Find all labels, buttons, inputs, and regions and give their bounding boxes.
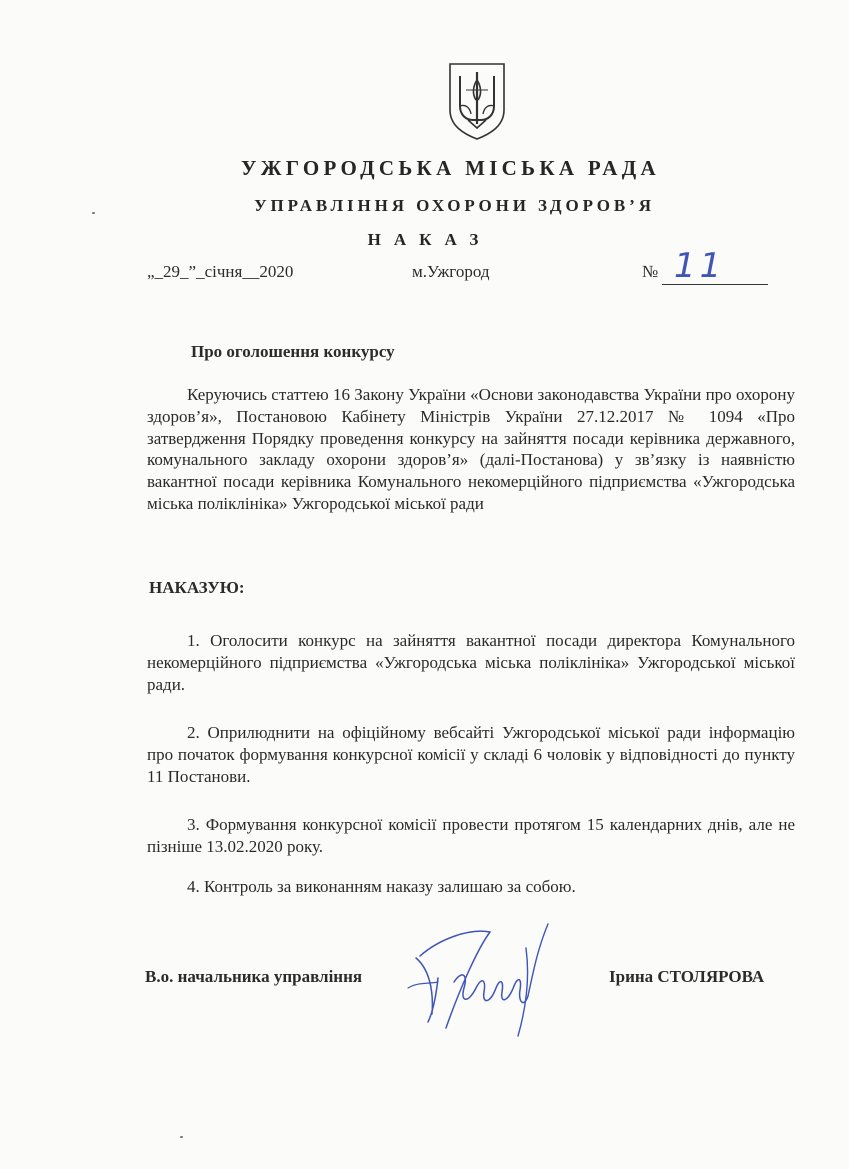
document-number: 11	[674, 246, 726, 286]
scan-speck	[92, 212, 95, 214]
document-date: „_29_”_січня__2020	[147, 262, 294, 281]
coat-of-arms-icon	[446, 60, 508, 142]
order-item: 1. Оголосити конкурс на зайняття вакантної посади директора Комунального некомерційного підприємства «Ужгородська міська поліклініка» Ужгородської міської ради.	[147, 631, 795, 694]
department-title: УПРАВЛІННЯ ОХОРОНИ ЗДОРОВ’Я	[254, 196, 655, 215]
document-subject: Про оголошення конкурсу	[191, 342, 395, 361]
council-title: УЖГОРОДСЬКА МІСЬКА РАДА	[241, 156, 660, 180]
order-item: 4. Контроль за виконанням наказу залишаю за собою.	[187, 877, 576, 896]
document-city: м.Ужгород	[412, 262, 490, 281]
signatory-role: В.о. начальника управління	[145, 967, 363, 986]
handwritten-signature	[398, 918, 563, 1050]
number-label: №	[642, 262, 659, 281]
signatory-name: Ірина СТОЛЯРОВА	[609, 967, 765, 986]
document-type: НАКАЗ	[367, 230, 492, 249]
preamble-paragraph: Керуючись статтею 16 Закону України «Основи законодавства України про охорону здоров’я», Постановою Кабінету Міністрів України 27.12.2017 № 1094 «Про затвердження Порядку проведення конкурсу на зайняття посади керівника державного, комунального закладу охорони здоров’я» (далі-Постанова) у зв’язку із наявністю вакантної посади керівника Комунального некомерційного підприємства «Ужгородська міська поліклініка» Ужгородської міської ради	[147, 385, 795, 513]
scan-speck	[180, 1136, 183, 1138]
order-item: 3. Формування конкурсної комісії провести протягом 15 календарних днів, але не пізніше 13.02.2020 року.	[147, 815, 795, 856]
order-item: 2. Оприлюднити на офіційному вебсайті Ужгородської міської ради інформацію про початок формування конкурсної комісії у складі 6 чоловік у відповідності до пункту 11 Постанови.	[147, 723, 795, 786]
order-heading: НАКАЗУЮ:	[149, 578, 245, 597]
